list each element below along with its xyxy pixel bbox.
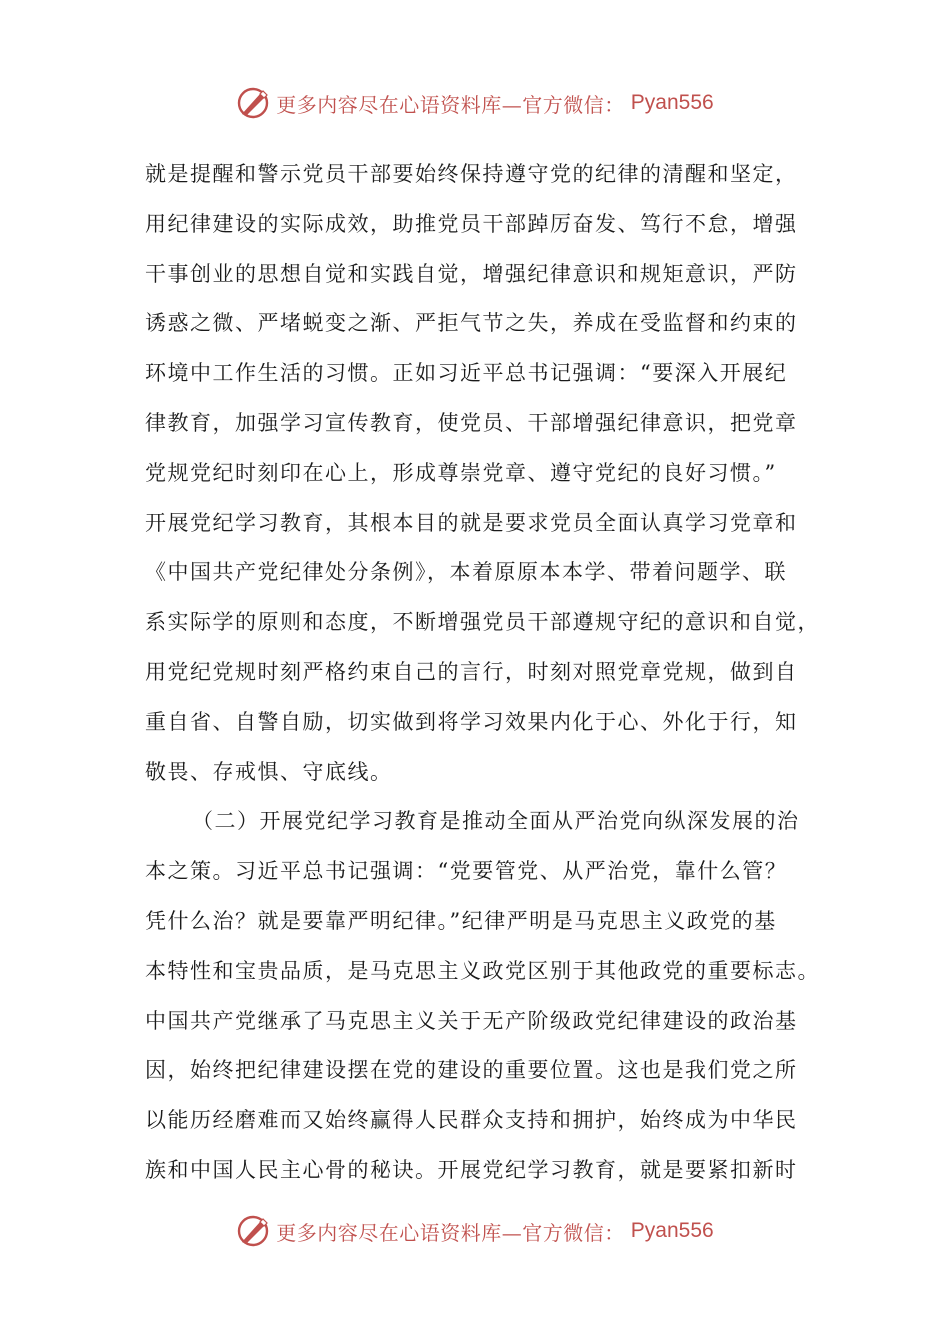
text-line: 用纪律建设的实际成效，助推党员干部踔厉奋发、笃行不怠，增强: [145, 211, 798, 236]
pen-circle-logo-icon: [236, 1214, 270, 1248]
text-line: 党规党纪时刻印在心上，形成尊崇党章、遵守党纪的良好习惯。”: [145, 460, 777, 485]
text-line: 中国共产党继承了马克思主义关于无产阶级政党纪律建设的政治基: [145, 1008, 798, 1033]
text-line: 以能历经磨难而又始终赢得人民群众支持和拥护，始终成为中华民: [145, 1108, 798, 1133]
text-line: 就是提醒和警示党员干部要始终保持遵守党的纪律的清醒和坚定，: [145, 162, 798, 186]
header-banner: [0, 83, 950, 123]
text-line: 开展党纪学习教育，其根本目的就是要求党员全面认真学习党章和: [145, 510, 798, 535]
text-line: 凭什么治？就是要靠严明纪律。”纪律严明是马克思主义政党的基: [145, 908, 777, 933]
text-line: 诱惑之微、严堵蜕变之渐、严拒气节之失，养成在受监督和约束的: [145, 311, 798, 336]
text-line: 族和中国人民主心骨的秘诀。开展党纪学习教育，就是要紧扣新时: [145, 1157, 798, 1182]
text-line: 敬畏、存戒惧、守底线。: [145, 759, 393, 784]
footer-banner: [0, 1211, 950, 1251]
text-line: 《中国共产党纪律处分条例》，本着原原本本学、带着问题学、联: [145, 560, 787, 585]
pen-circle-logo-icon: [236, 86, 270, 120]
text-line: 用党纪党规时刻严格约束自己的言行，时刻对照党章党规，做到自: [145, 659, 798, 684]
text-line: 本特性和宝贵品质，是马克思主义政党区别于其他政党的重要标志。: [145, 958, 820, 983]
text-line: 因，始终把纪律建设摆在党的建设的重要位置。这也是我们党之所: [145, 1058, 798, 1083]
text-line: 系实际学的原则和态度，不断增强党员干部遵规守纪的意识和自觉，: [145, 610, 820, 635]
text-line: 重自省、自警自励，切实做到将学习效果内化于心、外化于行，知: [145, 709, 798, 734]
text-line: 环境中工作生活的习惯。正如习近平总书记强调：“要深入开展纪: [145, 361, 788, 386]
text-line: 本之策。习近平总书记强调：“党要管党、从严治党，靠什么管？: [145, 859, 788, 884]
section-heading-line: （二）开展党纪学习教育是推动全面从严治党向纵深发展的治: [192, 809, 800, 834]
wechat-id: Pyan556: [630, 1219, 714, 1242]
wechat-id: Pyan556: [630, 91, 714, 114]
text-line: 律教育，加强学习宣传教育，使党员、干部增强纪律意识，把党章: [145, 410, 798, 435]
banner-text: 更多内容尽在心语资料库—官方微信：: [276, 1220, 625, 1245]
banner-text: 更多内容尽在心语资料库—官方微信：: [276, 92, 625, 117]
text-line: 干事创业的思想自觉和实践自觉，增强纪律意识和规矩意识，严防: [145, 261, 798, 286]
document-body: [145, 150, 820, 1196]
